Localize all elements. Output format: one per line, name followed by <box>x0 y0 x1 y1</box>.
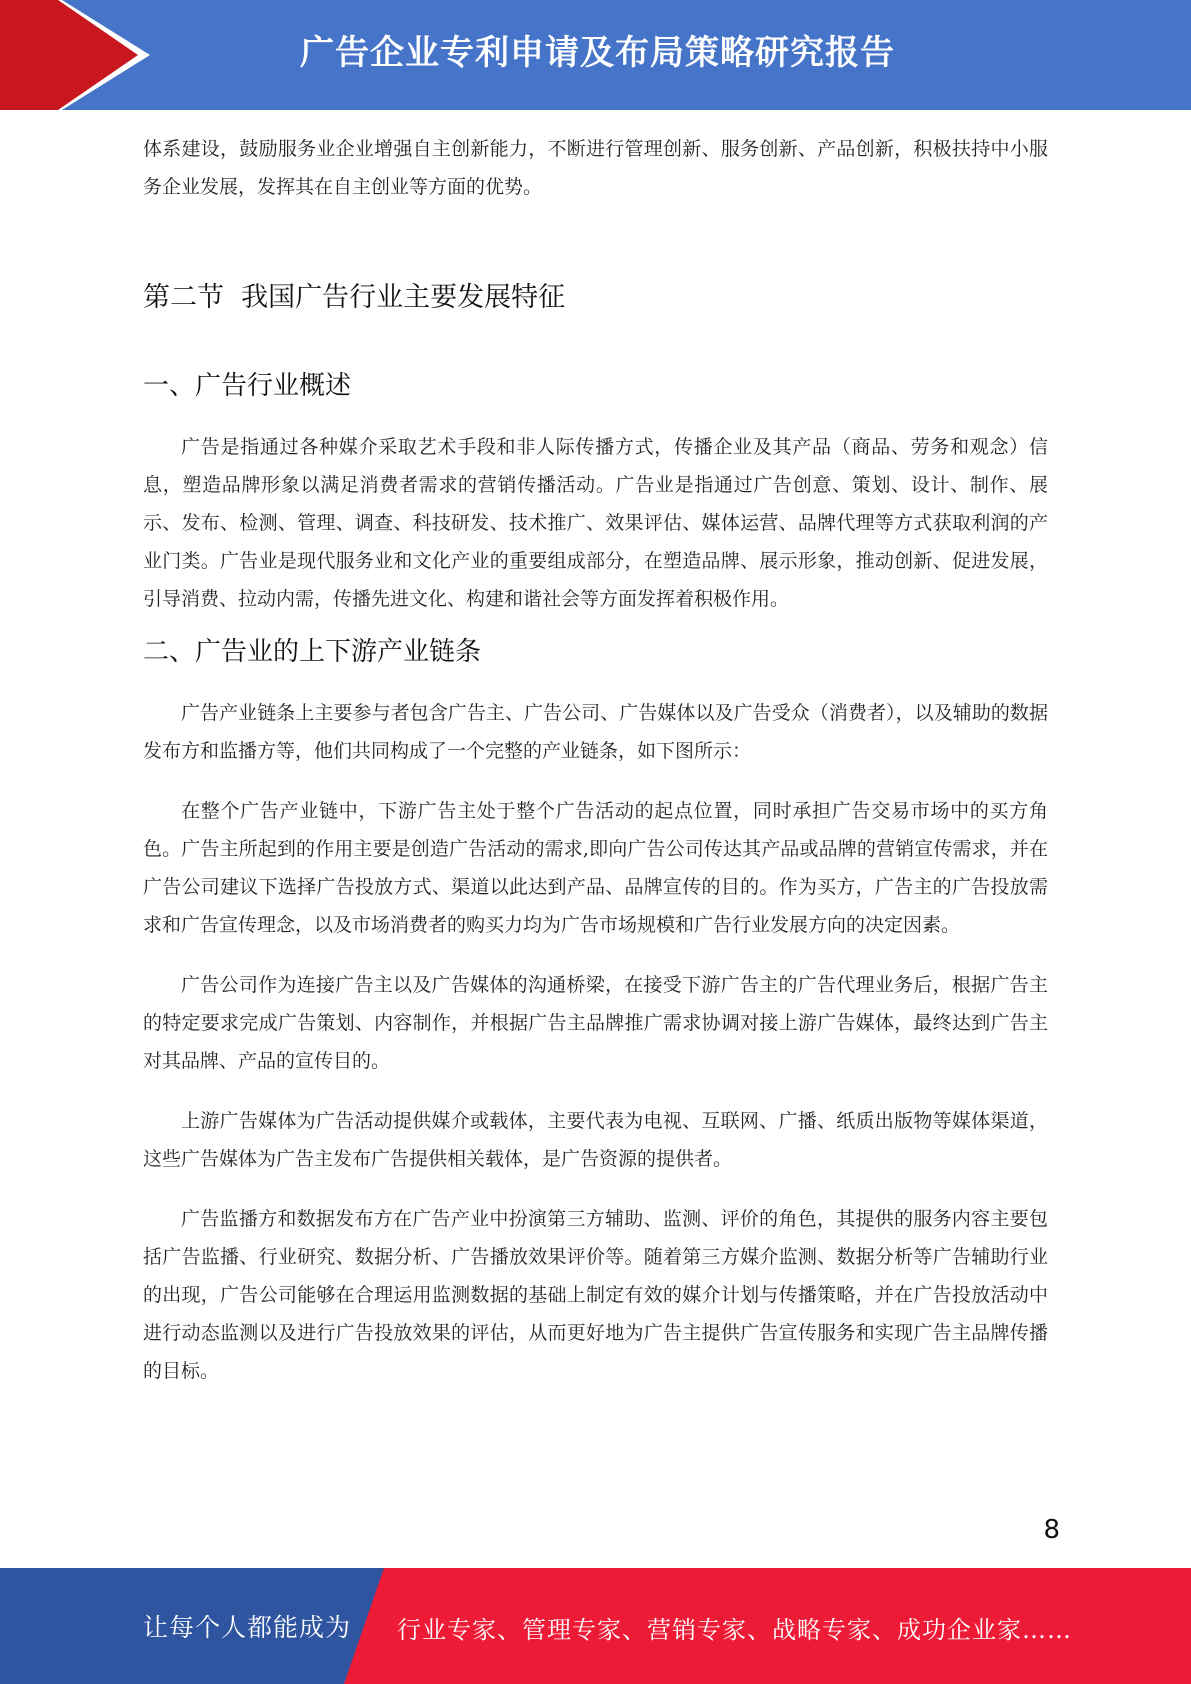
paragraph-agencies: 广告公司作为连接广告主以及广告媒体的沟通桥梁，在接受下游广告主的广告代理业务后，根据广告主的特定要求完成广告策划、内容制作，并根据广告主品牌推广需求协调对接上游广告媒体，最终达到广告主对其品牌、产品的宣传目的。 <box>143 974 1048 1072</box>
main-content <box>143 130 1048 1390</box>
footer-slogan-left: 让每个人都能成为 <box>143 1613 352 1642</box>
section-title: 第二节 我国广告行业主要发展特征 <box>143 282 566 313</box>
report-title: 广告企业专利申请及布局策略研究报告 <box>300 33 895 73</box>
heading-overview: 一、广告行业概述 <box>143 371 352 401</box>
header-banner <box>0 0 1191 110</box>
paragraph-media: 上游广告媒体为广告活动提供媒介或载体，主要代表为电视、互联网、广播、纸质出版物等媒体渠道，这些广告媒体为广告主发布广告提供相关载体，是广告资源的提供者。 <box>143 1110 1048 1170</box>
intro-paragraph: 体系建设，鼓励服务业企业增强自主创新能力，不断进行管理创新、服务创新、产品创新，积极扶持中小服务企业发展，发挥其在自主创业等方面的优势。 <box>143 138 1048 198</box>
page-number: 8 <box>1043 1515 1060 1545</box>
paragraph-monitoring: 广告监播方和数据发布方在广告产业中扮演第三方辅助、监测、评价的角色，其提供的服务内容主要包括广告监播、行业研究、数据分析、广告播放效果评价等。随着第三方媒介监测、数据分析等广告辅助行业的出现，广告公司能够在合理运用监测数据的基础上制定有效的媒介计划与传播策略，并在广告投放活动中进行动态监测以及进行广告投放效果的评估，从而更好地为广告主提供广告宣传服务和实现广告主品牌传播的目标。 <box>143 1208 1048 1382</box>
heading-industry-chain: 二、广告业的上下游产业链条 <box>143 637 482 667</box>
footer-banner <box>0 1568 1191 1684</box>
paragraph-overview: 广告是指通过各种媒介采取艺术手段和非人际传播方式，传播企业及其产品（商品、劳务和观念）信息，塑造品牌形象以满足消费者需求的营销传播活动。广告业是指通过广告创意、策划、设计、制作、展示、发布、检测、管理、调查、科技研发、技术推广、效果评估、媒体运营、品牌代理等方式获取利润的产业门类。广告业是现代服务业和文化产业的重要组成部分，在塑造品牌、展示形象，推动创新、促进发展，引导消费、拉动内需，传播先进文化、构建和谐社会等方面发挥着积极作用。 <box>143 436 1048 610</box>
paragraph-chain-participants: 广告产业链条上主要参与者包含广告主、广告公司、广告媒体以及广告受众（消费者），以及辅助的数据发布方和监播方等，他们共同构成了一个完整的产业链条，如下图所示： <box>143 702 1048 762</box>
footer-slogan-right: 行业专家、管理专家、营销专家、战略专家、成功企业家…… <box>397 1616 1072 1644</box>
paragraph-advertisers: 在整个广告产业链中，下游广告主处于整个广告活动的起点位置，同时承担广告交易市场中的买方角色。广告主所起到的作用主要是创造广告活动的需求,即向广告公司传达其产品或品牌的营销宣传需求，并在广告公司建议下选择广告投放方式、渠道以此达到产品、品牌宣传的目的。作为买方，广告主的广告投放需求和广告宣传理念，以及市场消费者的购买力均为广告市场规模和广告行业发展方向的决定因素。 <box>143 800 1048 936</box>
red-arrow-icon <box>0 0 160 110</box>
